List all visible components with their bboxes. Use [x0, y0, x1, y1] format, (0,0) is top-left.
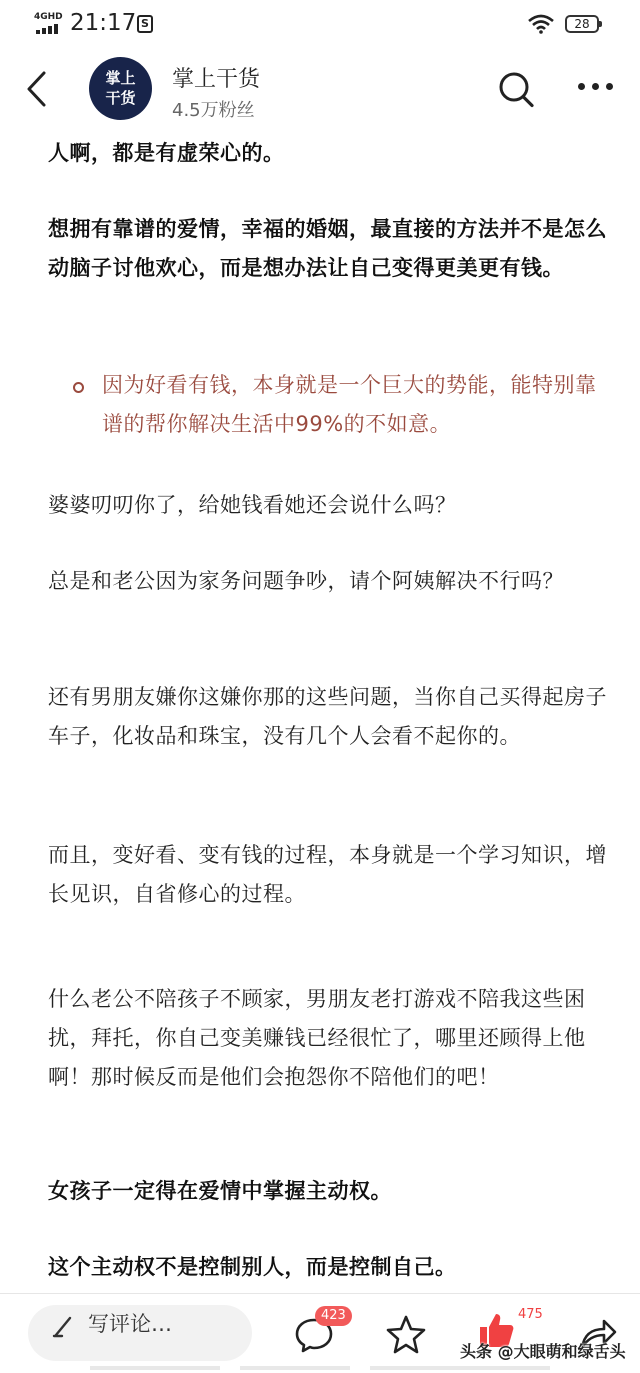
- comment-placeholder[interactable]: 写评论…: [88, 1312, 172, 1336]
- paragraph: 什么老公不陪孩子不顾家，男朋友老打游戏不陪我这些困扰，拜托，你自己变美赚钱已经很忙了，哪里还顾得上他啊！那时候反而是他们会抱怨你不陪他们的吧！: [48, 987, 586, 1089]
- channel-name[interactable]: 掌上干货: [172, 67, 261, 92]
- back-icon[interactable]: [22, 70, 52, 108]
- star-icon[interactable]: [386, 1314, 426, 1354]
- comment-count-badge: 423: [315, 1306, 352, 1326]
- pen-icon: [52, 1314, 76, 1338]
- paragraph: 还有男朋友嫌你这嫌你那的这些问题，当你自己买得起房子车子，化妆品和珠宝，没有几个人会看不起你的。: [48, 685, 607, 748]
- paragraph: 女孩子一定得在爱情中掌握主动权。: [48, 1179, 392, 1203]
- status-bar: [0, 0, 640, 50]
- paragraph: 而且，变好看、变有钱的过程，本身就是一个学习知识，增长见识，自省修心的过程。: [48, 843, 607, 906]
- highlight-quote: 因为好看有钱，本身就是一个巨大的势能，能特别靠谱的帮你解决生活中99%的不如意。: [102, 373, 597, 436]
- follower-count: 4.5万粉丝: [172, 100, 255, 121]
- watermark: 头条 @大眼萌和绿舌头: [460, 1342, 626, 1361]
- like-count: 475: [518, 1307, 543, 1322]
- more-icon[interactable]: [576, 83, 616, 93]
- bottom-action-bar: [0, 1293, 640, 1373]
- paragraph: 这个主动权不是控制别人，而是控制自己。: [48, 1255, 457, 1279]
- paragraph: 人啊，都是有虚荣心的。: [48, 141, 285, 165]
- battery-icon: [565, 15, 599, 33]
- notification-icon: S: [137, 15, 153, 33]
- battery-level: 28: [574, 17, 590, 31]
- bullet-icon: [73, 382, 84, 393]
- search-icon[interactable]: [496, 70, 536, 110]
- avatar-text-line1: 掌上: [105, 69, 136, 87]
- wifi-icon: [528, 14, 554, 34]
- network-type: 4GHD: [34, 12, 63, 22]
- signal-icon: [34, 12, 64, 34]
- paragraph: 总是和老公因为家务问题争吵，请个阿姨解决不行吗？: [48, 569, 564, 593]
- paragraph: 婆婆叨叨你了，给她钱看她还会说什么吗？: [48, 493, 457, 517]
- article-header: [0, 50, 640, 124]
- status-time: 21:17: [70, 10, 137, 36]
- channel-avatar[interactable]: [89, 57, 152, 120]
- avatar-text-line2: 干货: [105, 89, 136, 107]
- paragraph: 想拥有靠谱的爱情，幸福的婚姻，最直接的方法并不是怎么动脑子讨他欢心，而是想办法让自己变得更美更有钱。: [48, 217, 607, 280]
- scroll-hint: [90, 1366, 550, 1370]
